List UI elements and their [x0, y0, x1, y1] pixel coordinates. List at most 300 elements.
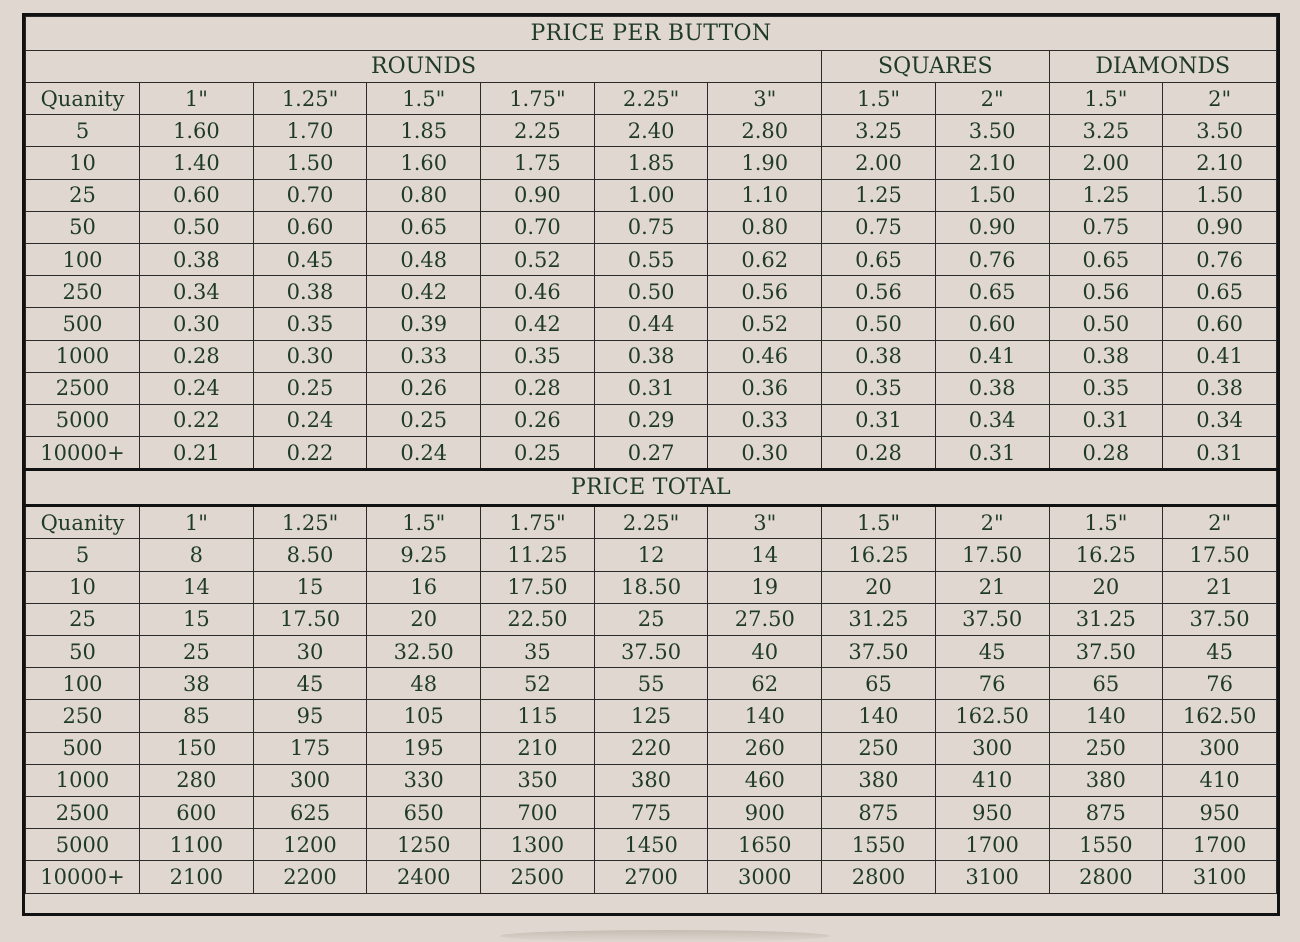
- price-cell: 650: [367, 796, 481, 828]
- price-cell: 8.50: [253, 539, 367, 571]
- price-cell: 0.38: [594, 340, 708, 372]
- price-cell: 95: [253, 700, 367, 732]
- price-cell: 105: [367, 700, 481, 732]
- price-cell: 0.27: [594, 437, 708, 470]
- price-cell: 1.70: [253, 115, 367, 147]
- price-cell: 1.60: [367, 147, 481, 179]
- price-cell: 0.70: [481, 211, 595, 243]
- price-cell: 250: [1049, 732, 1163, 764]
- price-cell: 2": [935, 506, 1049, 539]
- price-cell: 0.30: [708, 437, 822, 470]
- price-cell: 115: [481, 700, 595, 732]
- price-cell: 0.33: [708, 404, 822, 436]
- price-cell: 48: [367, 668, 481, 700]
- price-cell: 0.31: [1049, 404, 1163, 436]
- price-cell: 62: [708, 668, 822, 700]
- price-cell: 2.25: [481, 115, 595, 147]
- price-cell: 3.25: [822, 115, 936, 147]
- price-cell: 2800: [822, 861, 936, 893]
- price-cell: 0.26: [367, 372, 481, 404]
- price-cell: 0.60: [935, 308, 1049, 340]
- price-cell: 1.40: [140, 147, 254, 179]
- price-cell: 2400: [367, 861, 481, 893]
- price-cell: 380: [594, 764, 708, 796]
- price-cell: 0.35: [253, 308, 367, 340]
- price-cell: 2700: [594, 861, 708, 893]
- group-rounds: ROUNDS: [26, 51, 822, 83]
- table-row: [26, 211, 1277, 243]
- price-cell: 600: [140, 796, 254, 828]
- price-cell: 2": [1163, 83, 1277, 115]
- quantity-cell: 2500: [26, 372, 140, 404]
- price-table: [25, 16, 1277, 894]
- price-table-body: [26, 17, 1277, 894]
- table-row: [26, 539, 1277, 571]
- price-cell: 1.50: [253, 147, 367, 179]
- price-cell: 1700: [1163, 829, 1277, 861]
- price-chart-frame: [22, 13, 1280, 916]
- price-cell: 0.25: [367, 404, 481, 436]
- total-header-row: [26, 506, 1277, 539]
- price-cell: 1200: [253, 829, 367, 861]
- price-cell: 2.10: [935, 147, 1049, 179]
- price-cell: 162.50: [1163, 700, 1277, 732]
- price-cell: 1.60: [140, 115, 254, 147]
- price-cell: 0.31: [1163, 437, 1277, 470]
- price-cell: 0.26: [481, 404, 595, 436]
- table-row: [26, 340, 1277, 372]
- price-cell: 30: [253, 636, 367, 668]
- table-row: [26, 115, 1277, 147]
- price-cell: 45: [1163, 636, 1277, 668]
- price-cell: 300: [253, 764, 367, 796]
- price-cell: 280: [140, 764, 254, 796]
- price-cell: 1.75": [481, 506, 595, 539]
- price-cell: 14: [708, 539, 822, 571]
- price-cell: 1.85: [594, 147, 708, 179]
- price-cell: 0.38: [1049, 340, 1163, 372]
- price-cell: 1.75: [481, 147, 595, 179]
- group-squares: SQUARES: [822, 51, 1049, 83]
- price-cell: 1300: [481, 829, 595, 861]
- price-cell: 875: [822, 796, 936, 828]
- quantity-cell: 1000: [26, 340, 140, 372]
- price-cell: 20: [1049, 571, 1163, 603]
- price-cell: 3.50: [935, 115, 1049, 147]
- price-cell: 350: [481, 764, 595, 796]
- table-row: [26, 404, 1277, 436]
- price-cell: 1.5": [1049, 506, 1163, 539]
- price-cell: 1": [140, 506, 254, 539]
- price-cell: 37.50: [1163, 603, 1277, 635]
- price-cell: 0.50: [1049, 308, 1163, 340]
- price-cell: 2.25": [594, 506, 708, 539]
- price-cell: 0.25: [481, 437, 595, 470]
- quantity-cell: 10000+: [26, 437, 140, 470]
- price-cell: 175: [253, 732, 367, 764]
- table-row: [26, 603, 1277, 635]
- price-cell: 1.50: [935, 179, 1049, 211]
- quantity-cell: Quanity: [26, 506, 140, 539]
- price-cell: 140: [708, 700, 822, 732]
- quantity-cell: 250: [26, 700, 140, 732]
- price-cell: 9.25: [367, 539, 481, 571]
- price-cell: 1.25": [253, 506, 367, 539]
- price-cell: 18.50: [594, 571, 708, 603]
- price-cell: 2.00: [1049, 147, 1163, 179]
- price-cell: 0.35: [822, 372, 936, 404]
- price-cell: 2.10: [1163, 147, 1277, 179]
- price-cell: 1": [140, 83, 254, 115]
- price-cell: 150: [140, 732, 254, 764]
- price-cell: 0.90: [481, 179, 595, 211]
- price-cell: 0.65: [822, 243, 936, 275]
- price-cell: 0.45: [253, 243, 367, 275]
- price-cell: 65: [1049, 668, 1163, 700]
- price-cell: 1.5": [367, 506, 481, 539]
- quantity-cell: 5: [26, 539, 140, 571]
- price-cell: 85: [140, 700, 254, 732]
- price-cell: 20: [367, 603, 481, 635]
- price-cell: 0.35: [1049, 372, 1163, 404]
- price-cell: 0.56: [1049, 276, 1163, 308]
- price-cell: 55: [594, 668, 708, 700]
- table-row: [26, 571, 1277, 603]
- price-cell: 0.21: [140, 437, 254, 470]
- price-cell: 38: [140, 668, 254, 700]
- price-cell: 0.65: [935, 276, 1049, 308]
- quantity-cell: 25: [26, 179, 140, 211]
- price-cell: 1.25": [253, 83, 367, 115]
- price-cell: 2500: [481, 861, 595, 893]
- price-cell: 0.31: [822, 404, 936, 436]
- price-cell: 3": [708, 83, 822, 115]
- per-button-title-row: [26, 17, 1277, 51]
- price-cell: 0.52: [481, 243, 595, 275]
- price-cell: 21: [1163, 571, 1277, 603]
- price-cell: 76: [935, 668, 1049, 700]
- price-cell: 0.70: [253, 179, 367, 211]
- price-cell: 32.50: [367, 636, 481, 668]
- price-cell: 15: [140, 603, 254, 635]
- price-cell: 0.22: [253, 437, 367, 470]
- table-row: [26, 147, 1277, 179]
- price-cell: 260: [708, 732, 822, 764]
- price-cell: 0.50: [140, 211, 254, 243]
- table-row: [26, 372, 1277, 404]
- price-cell: 3100: [1163, 861, 1277, 893]
- price-cell: 1.10: [708, 179, 822, 211]
- price-cell: 1.5": [822, 83, 936, 115]
- price-cell: 0.80: [367, 179, 481, 211]
- price-cell: 1550: [822, 829, 936, 861]
- price-cell: 0.65: [1049, 243, 1163, 275]
- price-cell: 2100: [140, 861, 254, 893]
- price-cell: 0.48: [367, 243, 481, 275]
- price-cell: 900: [708, 796, 822, 828]
- price-cell: 19: [708, 571, 822, 603]
- price-cell: 0.76: [935, 243, 1049, 275]
- price-cell: 0.34: [935, 404, 1049, 436]
- table-row: [26, 243, 1277, 275]
- quantity-cell: 500: [26, 732, 140, 764]
- price-cell: 125: [594, 700, 708, 732]
- price-cell: 195: [367, 732, 481, 764]
- price-cell: 22.50: [481, 603, 595, 635]
- price-cell: 0.28: [140, 340, 254, 372]
- total-title-row: [26, 470, 1277, 506]
- price-cell: 0.24: [253, 404, 367, 436]
- price-cell: 52: [481, 668, 595, 700]
- price-cell: 0.25: [253, 372, 367, 404]
- price-cell: 8: [140, 539, 254, 571]
- price-cell: 16: [367, 571, 481, 603]
- price-cell: 0.38: [822, 340, 936, 372]
- price-cell: 1650: [708, 829, 822, 861]
- price-cell: 2.00: [822, 147, 936, 179]
- price-cell: 0.31: [594, 372, 708, 404]
- price-cell: 0.42: [367, 276, 481, 308]
- price-cell: 1100: [140, 829, 254, 861]
- price-cell: 37.50: [594, 636, 708, 668]
- price-cell: 700: [481, 796, 595, 828]
- quantity-cell: 10: [26, 147, 140, 179]
- price-cell: 0.28: [822, 437, 936, 470]
- price-cell: 17.50: [1163, 539, 1277, 571]
- price-cell: 15: [253, 571, 367, 603]
- price-cell: 0.90: [1163, 211, 1277, 243]
- price-cell: 0.75: [822, 211, 936, 243]
- price-cell: 0.65: [1163, 276, 1277, 308]
- price-cell: 0.60: [1163, 308, 1277, 340]
- total-title: PRICE TOTAL: [26, 470, 1277, 506]
- quantity-cell: Quanity: [26, 83, 140, 115]
- price-cell: 37.50: [935, 603, 1049, 635]
- price-cell: 17.50: [935, 539, 1049, 571]
- quantity-cell: 5000: [26, 404, 140, 436]
- price-cell: 25: [594, 603, 708, 635]
- price-cell: 380: [1049, 764, 1163, 796]
- price-cell: 0.60: [253, 211, 367, 243]
- price-cell: 1.25: [822, 179, 936, 211]
- price-cell: 0.90: [935, 211, 1049, 243]
- per-button-title: PRICE PER BUTTON: [26, 17, 1277, 51]
- price-cell: 17.50: [481, 571, 595, 603]
- price-cell: 140: [1049, 700, 1163, 732]
- price-cell: 2.80: [708, 115, 822, 147]
- table-row: [26, 796, 1277, 828]
- price-cell: 1.5": [367, 83, 481, 115]
- price-cell: 45: [253, 668, 367, 700]
- price-cell: 250: [822, 732, 936, 764]
- price-cell: 1.85: [367, 115, 481, 147]
- quantity-cell: 10: [26, 571, 140, 603]
- price-cell: 162.50: [935, 700, 1049, 732]
- price-cell: 625: [253, 796, 367, 828]
- price-cell: 0.42: [481, 308, 595, 340]
- shape-group-row: [26, 51, 1277, 83]
- price-cell: 0.75: [1049, 211, 1163, 243]
- price-cell: 31.25: [822, 603, 936, 635]
- price-cell: 65: [822, 668, 936, 700]
- price-cell: 140: [822, 700, 936, 732]
- price-cell: 0.39: [367, 308, 481, 340]
- price-cell: 0.24: [140, 372, 254, 404]
- quantity-cell: 500: [26, 308, 140, 340]
- price-cell: 0.76: [1163, 243, 1277, 275]
- price-cell: 0.34: [1163, 404, 1277, 436]
- price-cell: 0.41: [935, 340, 1049, 372]
- page-shadow: [500, 930, 830, 942]
- price-cell: 1.25: [1049, 179, 1163, 211]
- price-cell: 0.44: [594, 308, 708, 340]
- price-cell: 0.29: [594, 404, 708, 436]
- price-cell: 0.33: [367, 340, 481, 372]
- quantity-cell: 2500: [26, 796, 140, 828]
- price-cell: 300: [1163, 732, 1277, 764]
- price-cell: 0.52: [708, 308, 822, 340]
- price-cell: 1.75": [481, 83, 595, 115]
- price-cell: 1450: [594, 829, 708, 861]
- price-cell: 20: [822, 571, 936, 603]
- quantity-cell: 50: [26, 636, 140, 668]
- price-cell: 0.65: [367, 211, 481, 243]
- price-cell: 0.60: [140, 179, 254, 211]
- price-cell: 2": [935, 83, 1049, 115]
- table-row: [26, 861, 1277, 893]
- price-cell: 2200: [253, 861, 367, 893]
- price-cell: 16.25: [822, 539, 936, 571]
- quantity-cell: 25: [26, 603, 140, 635]
- price-cell: 775: [594, 796, 708, 828]
- price-cell: 1.00: [594, 179, 708, 211]
- table-row: [26, 179, 1277, 211]
- price-cell: 0.38: [253, 276, 367, 308]
- price-cell: 460: [708, 764, 822, 796]
- quantity-cell: 100: [26, 243, 140, 275]
- price-cell: 0.46: [708, 340, 822, 372]
- price-cell: 0.56: [822, 276, 936, 308]
- price-cell: 37.50: [1049, 636, 1163, 668]
- price-cell: 12: [594, 539, 708, 571]
- price-cell: 0.55: [594, 243, 708, 275]
- price-cell: 300: [935, 732, 1049, 764]
- price-cell: 3.50: [1163, 115, 1277, 147]
- price-cell: 0.35: [481, 340, 595, 372]
- price-cell: 0.41: [1163, 340, 1277, 372]
- price-cell: 0.30: [140, 308, 254, 340]
- table-row: [26, 829, 1277, 861]
- price-cell: 0.34: [140, 276, 254, 308]
- price-cell: 37.50: [822, 636, 936, 668]
- price-cell: 1550: [1049, 829, 1163, 861]
- price-cell: 0.38: [140, 243, 254, 275]
- price-cell: 0.30: [253, 340, 367, 372]
- price-cell: 2.40: [594, 115, 708, 147]
- price-cell: 0.56: [708, 276, 822, 308]
- quantity-cell: 10000+: [26, 861, 140, 893]
- price-cell: 3100: [935, 861, 1049, 893]
- price-cell: 950: [1163, 796, 1277, 828]
- price-cell: 210: [481, 732, 595, 764]
- table-row: [26, 668, 1277, 700]
- price-cell: 21: [935, 571, 1049, 603]
- price-cell: 2": [1163, 506, 1277, 539]
- table-row: [26, 636, 1277, 668]
- price-cell: 410: [1163, 764, 1277, 796]
- price-cell: 0.22: [140, 404, 254, 436]
- table-row: [26, 700, 1277, 732]
- price-cell: 1250: [367, 829, 481, 861]
- price-cell: 17.50: [253, 603, 367, 635]
- price-cell: 76: [1163, 668, 1277, 700]
- price-cell: 0.80: [708, 211, 822, 243]
- price-cell: 0.50: [822, 308, 936, 340]
- price-cell: 330: [367, 764, 481, 796]
- price-cell: 40: [708, 636, 822, 668]
- quantity-cell: 5000: [26, 829, 140, 861]
- price-cell: 0.36: [708, 372, 822, 404]
- price-cell: 950: [935, 796, 1049, 828]
- price-cell: 14: [140, 571, 254, 603]
- price-cell: 0.62: [708, 243, 822, 275]
- price-cell: 410: [935, 764, 1049, 796]
- quantity-cell: 1000: [26, 764, 140, 796]
- price-cell: 35: [481, 636, 595, 668]
- price-cell: 2800: [1049, 861, 1163, 893]
- per-button-header-row: [26, 83, 1277, 115]
- table-row: [26, 276, 1277, 308]
- price-cell: 11.25: [481, 539, 595, 571]
- price-cell: 3000: [708, 861, 822, 893]
- price-cell: 0.28: [481, 372, 595, 404]
- quantity-cell: 250: [26, 276, 140, 308]
- price-cell: 31.25: [1049, 603, 1163, 635]
- price-cell: 0.24: [367, 437, 481, 470]
- table-row: [26, 308, 1277, 340]
- price-cell: 0.28: [1049, 437, 1163, 470]
- price-cell: 1.5": [822, 506, 936, 539]
- price-cell: 16.25: [1049, 539, 1163, 571]
- price-cell: 1700: [935, 829, 1049, 861]
- price-cell: 2.25": [594, 83, 708, 115]
- quantity-cell: 5: [26, 115, 140, 147]
- price-cell: 1.50: [1163, 179, 1277, 211]
- price-cell: 3": [708, 506, 822, 539]
- price-cell: 27.50: [708, 603, 822, 635]
- price-cell: 3.25: [1049, 115, 1163, 147]
- price-cell: 0.38: [1163, 372, 1277, 404]
- price-cell: 875: [1049, 796, 1163, 828]
- price-cell: 0.50: [594, 276, 708, 308]
- price-cell: 1.5": [1049, 83, 1163, 115]
- table-row: [26, 437, 1277, 470]
- price-cell: 0.75: [594, 211, 708, 243]
- quantity-cell: 50: [26, 211, 140, 243]
- price-cell: 1.90: [708, 147, 822, 179]
- table-row: [26, 732, 1277, 764]
- price-cell: 0.38: [935, 372, 1049, 404]
- price-cell: 220: [594, 732, 708, 764]
- price-cell: 25: [140, 636, 254, 668]
- price-cell: 45: [935, 636, 1049, 668]
- price-cell: 380: [822, 764, 936, 796]
- price-cell: 0.31: [935, 437, 1049, 470]
- price-cell: 0.46: [481, 276, 595, 308]
- group-diamonds: DIAMONDS: [1049, 51, 1277, 83]
- table-row: [26, 764, 1277, 796]
- quantity-cell: 100: [26, 668, 140, 700]
